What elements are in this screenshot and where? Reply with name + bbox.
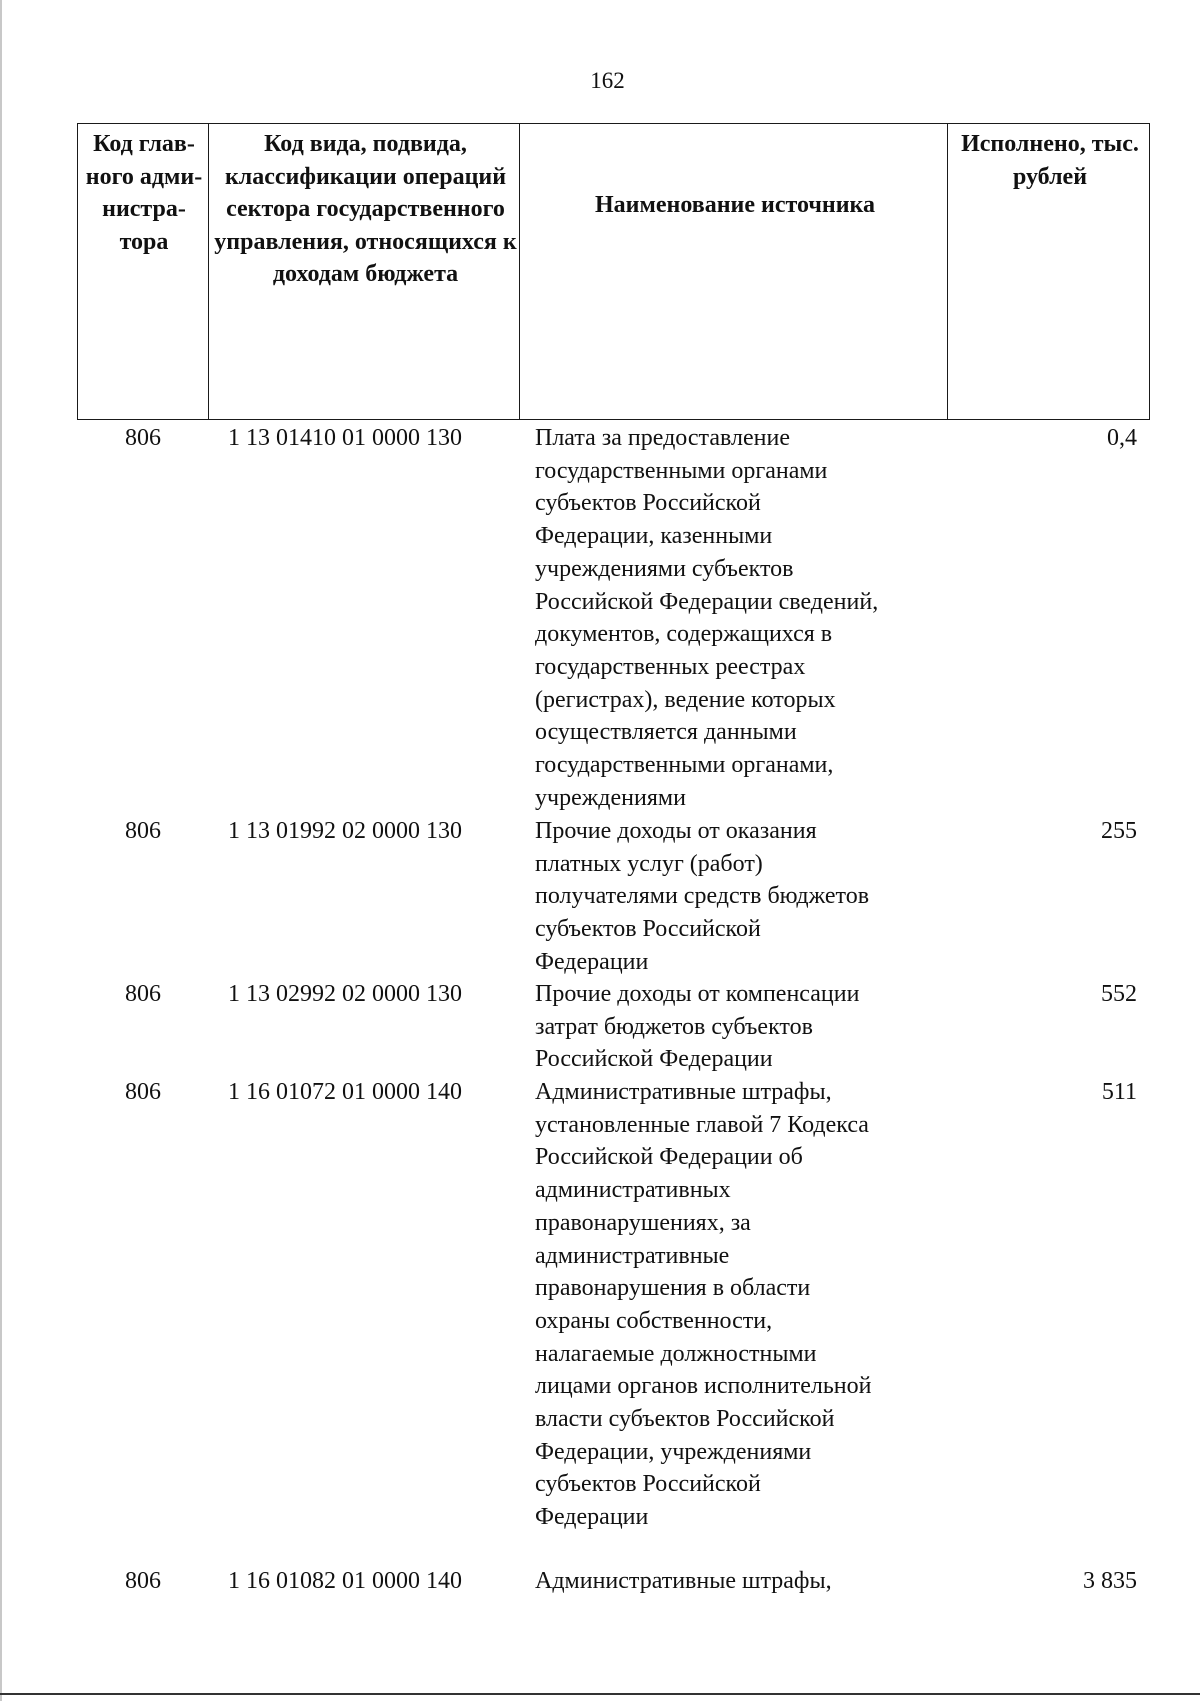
column-divider [208, 124, 209, 419]
type-code-cell: 1 16 01082 01 0000 140 [228, 1568, 462, 1594]
source-name-cell: Прочие доходы от оказания платных услуг (работ) получателями средств бюджетов субъектов Российской Федерации [535, 818, 870, 975]
executed-cell: 0,4 [1107, 425, 1137, 451]
column-divider [947, 124, 948, 419]
header-type-code: Код вида, подвида, классификации операций сектора государственного управления, относящихся к доходам бюджета [214, 131, 517, 287]
type-code-cell: 1 13 01410 01 0000 130 [228, 425, 462, 451]
source-name-cell: Прочие доходы от компенсации затрат бюджетов субъектов Российской Федерации [535, 981, 860, 1073]
executed-cell: 3 835 [1083, 1568, 1137, 1594]
page-number: 162 [590, 68, 625, 93]
type-code-cell: 1 13 02992 02 0000 130 [228, 981, 462, 1007]
executed-cell: 511 [1101, 1079, 1137, 1105]
executed-cell: 552 [1101, 981, 1137, 1007]
header-source-name: Наименование источника [595, 192, 875, 218]
column-divider [519, 124, 520, 419]
scan-edge-left [0, 0, 2, 1701]
type-code-cell: 1 13 01992 02 0000 130 [228, 818, 462, 844]
executed-cell: 255 [1101, 818, 1137, 844]
admin-code-cell: 806 [125, 1079, 161, 1105]
header-admin-code: Код глав-ного адми-нистра-тора [85, 131, 203, 255]
admin-code-cell: 806 [125, 1568, 161, 1594]
admin-code-cell: 806 [125, 981, 161, 1007]
header-executed: Исполнено, тыс. рублей [961, 131, 1139, 190]
admin-code-cell: 806 [125, 425, 161, 451]
scan-edge-bottom [0, 1693, 1200, 1695]
source-name-cell: Административные штрафы, [535, 1568, 832, 1594]
table-header [77, 123, 1150, 420]
source-name-cell: Плата за предоставление государственными органами субъектов Российской Федерации, казенными учреждениями субъектов Российской Федерации сведений, документов, содержащихся в государственных реестрах (регистрах), ведение которых осуществляется данными государственными органами, учреждениями [535, 425, 879, 811]
admin-code-cell: 806 [125, 818, 161, 844]
type-code-cell: 1 16 01072 01 0000 140 [228, 1079, 462, 1105]
source-name-cell: Административные штрафы, установленные главой 7 Кодекса Российской Федерации об административных правонарушениях, за административные правонарушения в области охраны собственности, налагаемые должностными лицами органов исполнительной власти субъектов Российской Федерации, учреждениями субъектов Российской Федерации [535, 1079, 872, 1531]
